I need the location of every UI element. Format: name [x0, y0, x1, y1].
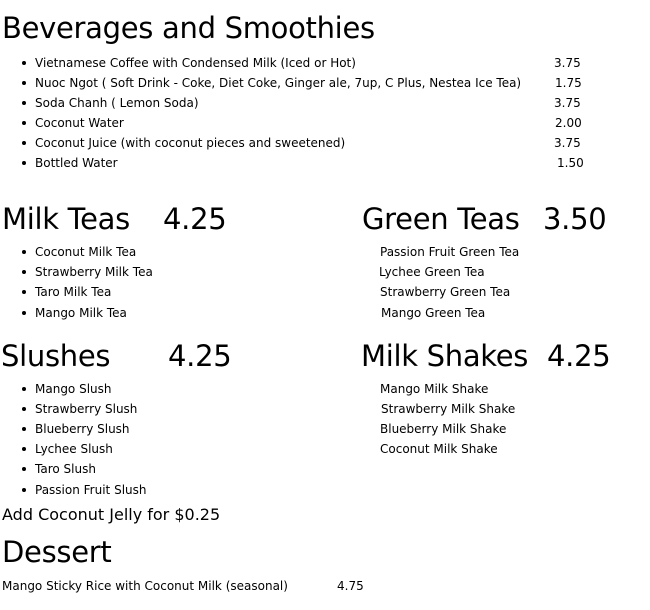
- milk-teas-heading: Milk Teas: [2, 202, 130, 236]
- milk-tea-item: Strawberry Milk Tea: [35, 262, 153, 282]
- slush-item: Passion Fruit Slush: [35, 480, 147, 500]
- milk-shake-item: Strawberry Milk Shake: [381, 402, 516, 416]
- slushes-price: 4.25: [168, 339, 232, 373]
- slush-item: Mango Slush: [35, 379, 112, 399]
- milk-teas-price: 4.25: [163, 202, 227, 236]
- dessert-heading: Dessert: [2, 535, 112, 569]
- slush-item: Blueberry Slush: [35, 419, 130, 439]
- beverage-item-name: Coconut Water: [35, 113, 124, 133]
- dessert-item-name: Mango Sticky Rice with Coconut Milk (seasonal): [2, 579, 288, 593]
- dessert-item-price: 4.75: [337, 579, 364, 593]
- beverage-item-name: Bottled Water: [35, 153, 118, 173]
- green-tea-item: Strawberry Green Tea: [380, 285, 511, 299]
- beverage-item-price: 1.75: [555, 76, 582, 90]
- green-teas-price: 3.50: [543, 202, 607, 236]
- beverage-item-price: 2.00: [555, 116, 582, 130]
- beverage-item-name: Soda Chanh ( Lemon Soda): [35, 93, 199, 113]
- slush-item: Taro Slush: [35, 459, 96, 479]
- slushes-heading: Slushes: [1, 339, 111, 373]
- green-teas-heading: Green Teas: [362, 202, 520, 236]
- slush-item: Lychee Slush: [35, 439, 113, 459]
- beverage-item-price: 3.75: [554, 96, 581, 110]
- beverage-item-price: 1.50: [557, 156, 584, 170]
- beverage-item-name: Nuoc Ngot ( Soft Drink - Coke, Diet Coke, Ginger ale, 7up, C Plus, Nestea Ice Tea): [35, 73, 521, 93]
- add-on-note: Add Coconut Jelly for $0.25: [2, 505, 221, 524]
- beverage-item-price: 3.75: [554, 56, 581, 70]
- milk-shake-item: Mango Milk Shake: [380, 382, 489, 396]
- beverage-item-name: Coconut Juice (with coconut pieces and sweetened): [35, 133, 345, 153]
- milk-tea-item: Coconut Milk Tea: [35, 242, 136, 262]
- milk-tea-item: Taro Milk Tea: [35, 282, 111, 302]
- green-tea-item: Lychee Green Tea: [379, 265, 485, 279]
- milk-shakes-heading: Milk Shakes: [361, 339, 529, 373]
- green-tea-item: Passion Fruit Green Tea: [380, 245, 520, 259]
- milk-shakes-price: 4.25: [547, 339, 611, 373]
- beverage-item-name: Vietnamese Coffee with Condensed Milk (Iced or Hot): [35, 53, 356, 73]
- green-tea-item: Mango Green Tea: [381, 306, 486, 320]
- milk-shake-item: Coconut Milk Shake: [380, 442, 498, 456]
- beverage-item-price: 3.75: [554, 136, 581, 150]
- milk-shake-item: Blueberry Milk Shake: [380, 422, 507, 436]
- slush-item: Strawberry Slush: [35, 399, 137, 419]
- milk-tea-item: Mango Milk Tea: [35, 303, 127, 323]
- beverages-heading: Beverages and Smoothies: [2, 11, 375, 45]
